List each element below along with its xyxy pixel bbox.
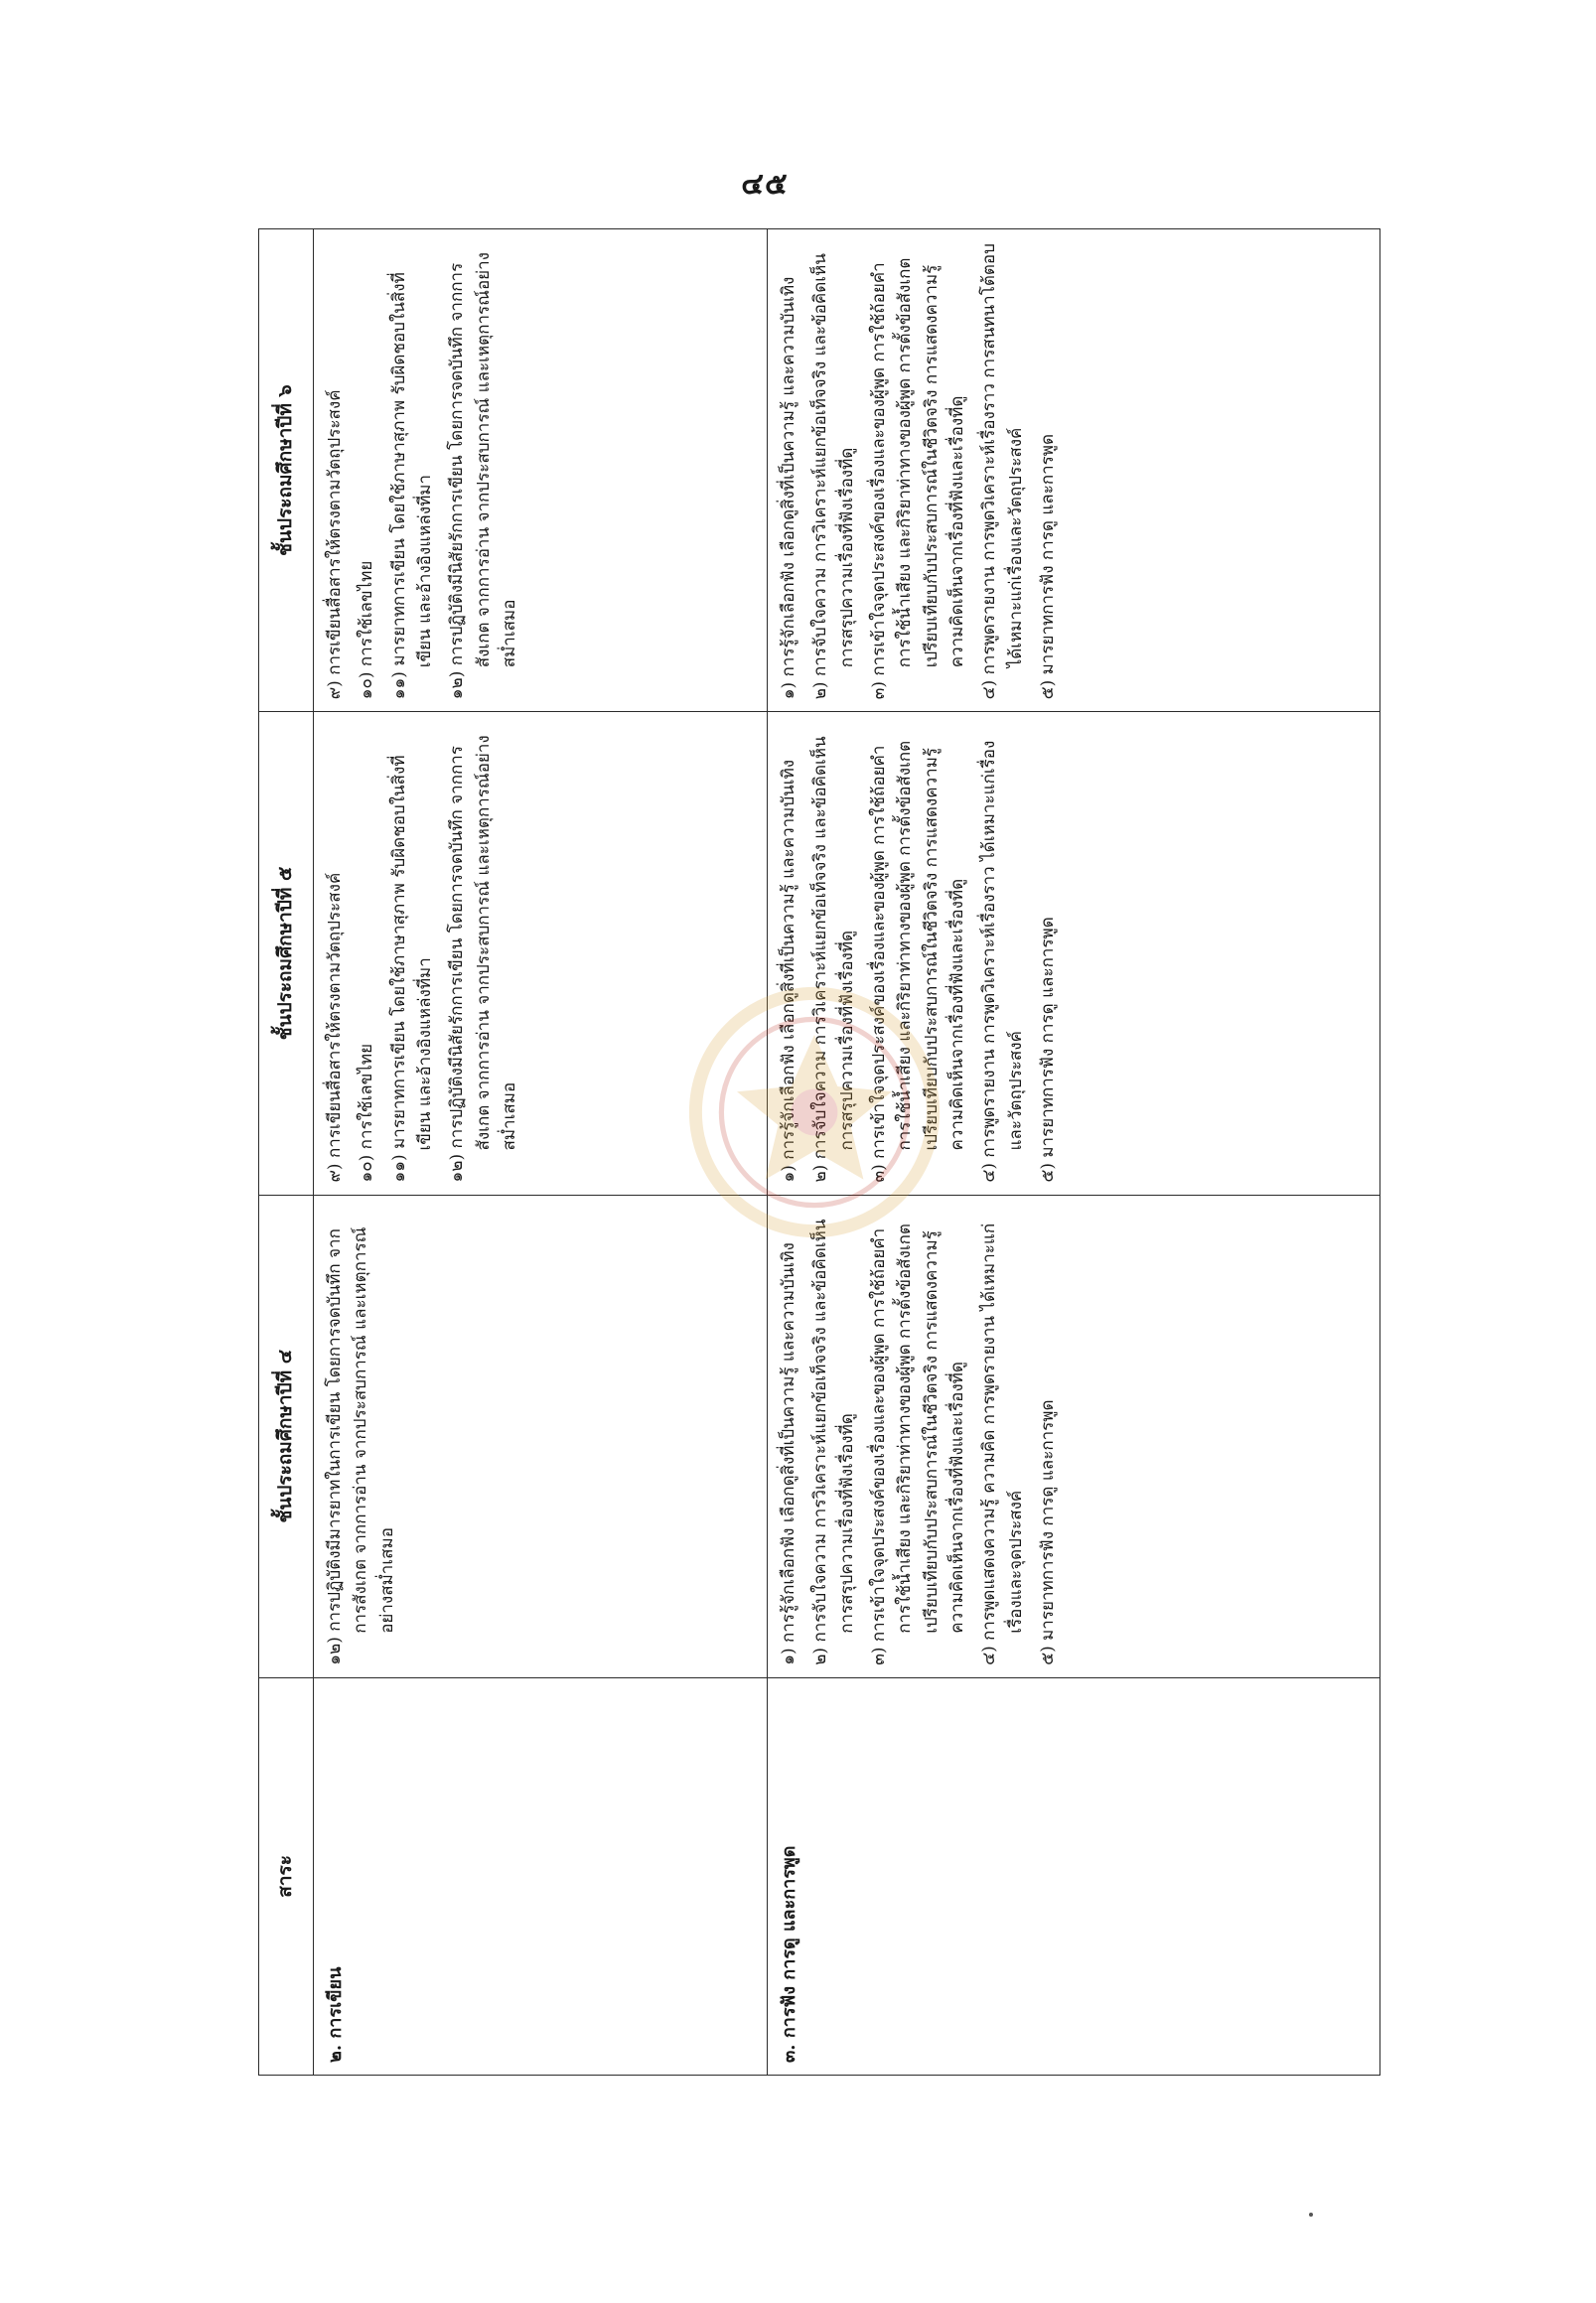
list-item: ๑) การรู้จักเลือกฟัง เลือกดูสิ่งที่เป็นความรู้ และความบันเทิง [779,759,798,1183]
list-item: ๑๐) การใช้เลขไทย [357,1043,377,1183]
list-item: ๙) การเขียนสื่อสารให้ตรงตามวัตถุประสงค์ [325,872,345,1183]
list-item: ๕) มารยาทการฟัง การดู และการพูด [1038,1399,1059,1665]
list-item: ๑๒) การปฏิบัติงมีมารยาทในการเขียน โดยการจดบันทึก จากการสังเกต จากการอ่าน จากประสบการณ์ และเหตุการณ์อย่างสม่ำเสมอ [325,1226,397,1665]
table-header-row [259,229,314,2076]
header-grade-4: ชั้นประถมศึกษาปีที่ ๔ [259,1195,314,1677]
list-item: ๑๒) การปฏิบัติงมีนิสัยรักการเขียน โดยการจดบันทึก จากการสังเกต จากการอ่าน จากประสบการณ์ และเหตุการณ์อย่างสม่ำเสมอ [447,252,520,700]
page-number: ๔๕ [741,167,789,202]
header-strand: สาระ [259,1677,314,2075]
list-item: ๙) การเขียนสื่อสารให้ตรงตามวัตถุประสงค์ [325,389,345,700]
list-item: ๔) การพูดแสดงความรู้ ความคิด การพูดรายงาน ได้เหมาะแก่เรื่องและจุดประสงค์ [979,1223,1026,1665]
table-row [768,229,1380,2076]
list-item: ๕) มารยาทการฟัง การดู และการพูด [1038,917,1059,1183]
grade-4-cell [768,1195,1380,1677]
grade-4-cell [314,1195,768,1677]
list-item: ๓) การเข้าใจจุดประสงค์ของเรื่องและของผู้พูด การใช้ถ้อยคำ การใช้น้ำเสียง และกิริยาท่าทางของผู้พูด การตั้งข้อสังเกตเปรียบเทียบกับประสบการณ์ในชีวิตจริง การแสดงความรู้ ความคิดเห็นจากเรื่องที่ฟังและเรื่องที่ดู [869,740,968,1183]
list-item: ๒) การจับใจความ การวิเคราะห์แยกข้อเท็จจริง และข้อคิดเห็น การสรุปความเรื่องที่ฟังเรื่องที่ดู [810,253,857,700]
header-grade-6: ชั้นประถมศึกษาปีที่ ๖ [259,229,314,712]
list-item: ๑) การรู้จักเลือกฟัง เลือกดูสิ่งที่เป็นความรู้ และความบันเทิง [779,1242,798,1665]
list-item: ๑) การรู้จักเลือกฟัง เลือกดูสิ่งที่เป็นความรู้ และความบันเทิง [779,276,798,700]
list-item: ๓) การเข้าใจจุดประสงค์ของเรื่องและของผู้พูด การใช้ถ้อยคำ การใช้น้ำเสียง และกิริยาท่าทางของผู้พูด การตั้งข้อสังเกตเปรียบเทียบกับประสบการณ์ในชีวิตจริง การแสดงความรู้ ความคิดเห็นจากเรื่องที่ฟังและเรื่องที่ดู [869,257,968,700]
list-item: ๒) การจับใจความ การวิเคราะห์แยกข้อเท็จจริง และข้อคิดเห็น การสรุปความเรื่องที่ฟังเรื่องที่ดู [810,736,857,1183]
list-item: ๔) การพูดรายงาน การพูดวิเคราะห์เรื่องราว ได้เหมาะแก่เรื่องและวัตถุประสงค์ [979,740,1026,1183]
list-item: ๑๒) การปฏิบัติงมีนิสัยรักการเขียน โดยการจดบันทึก จากการสังเกต จากการอ่าน จากประสบการณ์ และเหตุการณ์อย่างสม่ำเสมอ [447,735,520,1183]
grade-6-cell [314,229,768,712]
list-item: ๑๑) มารยาทการเขียน โดยใช้ภาษาสุภาพ รับผิดชอบในสิ่งที่เขียน และอ้างอิงแหล่งที่มา [388,755,436,1183]
header-grade-5: ชั้นประถมศึกษาปีที่ ๕ [259,712,314,1195]
list-item: ๓) การเข้าใจจุดประสงค์ของเรื่องและของผู้พูด การใช้ถ้อยคำ การใช้น้ำเสียง และกิริยาท่าทางของผู้พูด การตั้งข้อสังเกตเปรียบเทียบกับประสบการณ์ในชีวิตจริง การแสดงความรู้ ความคิดเห็นจากเรื่องที่ฟังและเรื่องที่ดู [869,1223,968,1665]
curriculum-table [258,228,1380,2076]
grade-5-cell [768,712,1380,1195]
grade-5-cell [314,712,768,1195]
strand-cell: ๓. การฟัง การดู และการพูด [768,1677,1380,2075]
list-item: ๕) มารยาทการฟัง การดู และการพูด [1038,433,1059,700]
rotated-table-wrapper [258,228,1341,2076]
list-item: ๑๑) มารยาทการเขียน โดยใช้ภาษาสุภาพ รับผิดชอบในสิ่งที่เขียน และอ้างอิงแหล่งที่มา [388,272,436,700]
table-row [314,229,768,2076]
strand-cell: ๒. การเขียน [314,1677,768,2075]
list-item: ๒) การจับใจความ การวิเคราะห์แยกข้อเท็จจริง และข้อคิดเห็น การสรุปความเรื่องที่ฟังเรื่องที่ดู [810,1219,857,1665]
list-item: ๔) การพูดรายงาน การพูดวิเคราะห์เรื่องราว การสนทนาโต้ตอบได้เหมาะแก่เรื่องและวัตถุประสงค์ [979,243,1026,700]
list-item: ๑๐) การใช้เลขไทย [357,560,377,700]
grade-6-cell [768,229,1380,712]
scan-speck [1309,2213,1313,2217]
